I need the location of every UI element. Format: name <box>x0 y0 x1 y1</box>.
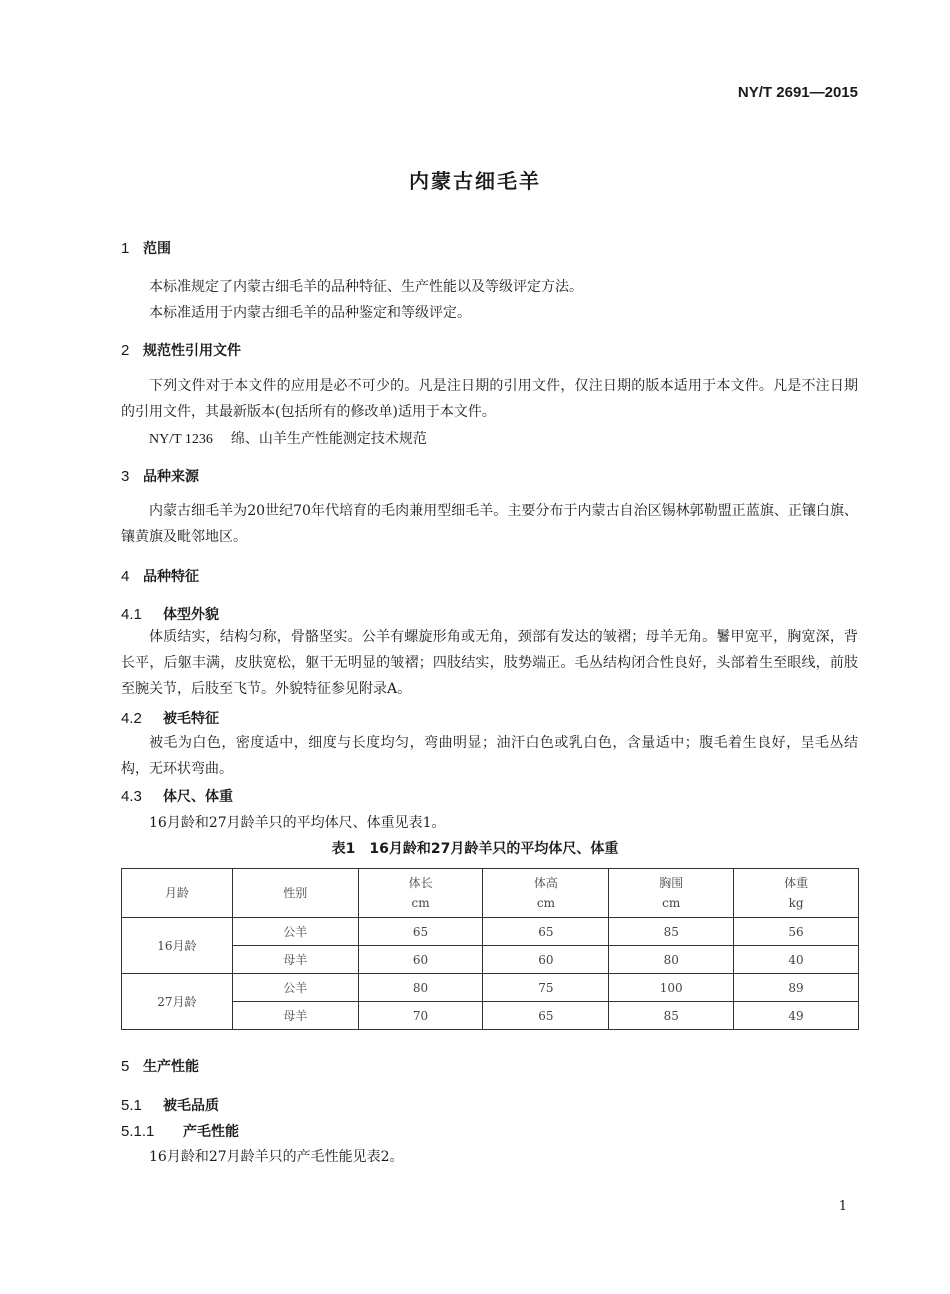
length-cell: 80 <box>358 974 483 1002</box>
table-row <box>122 974 859 1002</box>
header-sex: 性别 <box>232 869 358 918</box>
section-5-1-1-paragraph: 16月龄和27月龄羊只的产毛性能见表2。 <box>149 1149 404 1165</box>
section-4-2-paragraph: 被毛为白色，密度适中，细度与长度均匀，弯曲明显；油汗白色或乳白色，含量适中；腹毛着生良好，呈毛丛结构，无环状弯曲。 <box>121 735 858 777</box>
header-length <box>358 869 483 918</box>
section-3-paragraph: 内蒙古细毛羊为20世纪70年代培育的毛肉兼用型细毛羊。主要分布于内蒙古自治区锡林郭勒盟正蓝旗、正镶白旗、镶黄旗及毗邻地区。 <box>121 503 858 545</box>
section-1-paragraph-2: 本标准适用于内蒙古细毛羊的品种鉴定和等级评定。 <box>149 305 471 321</box>
section-number: 4 <box>121 568 130 585</box>
table-caption-text: 16月龄和27月龄羊只的平均体尺、体重 <box>369 841 619 857</box>
table-1 <box>121 868 859 1030</box>
document-title: 内蒙古细毛羊 <box>409 169 541 193</box>
header-girth <box>609 869 734 918</box>
sex-cell: 公羊 <box>232 974 358 1002</box>
table-row <box>122 918 859 946</box>
section-title: 生产性能 <box>143 1059 199 1075</box>
section-4-1-heading <box>121 604 219 624</box>
sex-cell: 公羊 <box>232 918 358 946</box>
header-label: 胸围 <box>659 876 684 890</box>
header-age: 月龄 <box>122 869 233 918</box>
height-cell: 65 <box>483 918 609 946</box>
section-title: 品种特征 <box>143 569 199 585</box>
weight-cell: 89 <box>734 974 859 1002</box>
section-4-1-paragraph: 体质结实，结构匀称，骨骼坚实。公羊有螺旋形角或无角，颈部有发达的皱褶；母羊无角。鬐甲宽平，胸宽深，背长平，后躯丰满，皮肤宽松，躯干无明显的皱褶；四肢结实，肢势端正。毛丛结构闭合性良好，头部着生至眼线，前肢至腕关节，后肢至飞节。外貌特征参见附录A。 <box>121 629 858 697</box>
section-2-paragraph: 下列文件对于本文件的应用是必不可少的。凡是注日期的引用文件，仅注日期的版本适用于本文件。凡是不注日期的引用文件，其最新版本(包括所有的修改单)适用于本文件。 <box>121 378 858 420</box>
header-unit: cm <box>411 896 430 910</box>
section-number: 4.2 <box>121 710 142 727</box>
header-unit: kg <box>788 896 804 910</box>
section-number: 5.1.1 <box>121 1123 155 1140</box>
girth-cell: 100 <box>609 974 734 1002</box>
section-title: 范围 <box>143 241 171 257</box>
header-label: 体高 <box>533 876 558 890</box>
section-title: 被毛品质 <box>163 1098 219 1114</box>
section-number: 1 <box>121 240 130 257</box>
sex-cell: 母羊 <box>232 1002 358 1030</box>
header-label: 体重 <box>784 876 809 890</box>
header-unit: cm <box>536 896 555 910</box>
section-title: 体型外貌 <box>163 607 219 623</box>
age-cell: 27月龄 <box>122 974 233 1030</box>
section-4-3-heading <box>121 786 233 806</box>
section-5-1-1-heading <box>121 1121 239 1141</box>
height-cell: 75 <box>483 974 609 1002</box>
header-unit: cm <box>662 896 681 910</box>
section-number: 4.1 <box>121 606 142 623</box>
reference-code: NY/T 1236 <box>149 432 213 447</box>
table-label: 表1 <box>331 841 356 857</box>
section-title: 规范性引用文件 <box>143 343 241 359</box>
weight-cell: 40 <box>734 946 859 974</box>
section-1-heading <box>121 238 171 258</box>
age-cell: 16月龄 <box>122 918 233 974</box>
normative-reference <box>149 428 427 448</box>
section-5-1-heading <box>121 1095 219 1115</box>
section-title: 品种来源 <box>143 469 199 485</box>
weight-cell: 49 <box>734 1002 859 1030</box>
length-cell: 70 <box>358 1002 483 1030</box>
girth-cell: 85 <box>609 1002 734 1030</box>
section-4-2-heading <box>121 708 219 728</box>
header-weight <box>734 869 859 918</box>
section-title: 被毛特征 <box>163 711 219 727</box>
header-height <box>483 869 609 918</box>
section-number: 5.1 <box>121 1097 142 1114</box>
length-cell: 60 <box>358 946 483 974</box>
section-5-heading <box>121 1056 199 1076</box>
table-header-row <box>122 869 859 918</box>
section-1-paragraph-1: 本标准规定了内蒙古细毛羊的品种特征、生产性能以及等级评定方法。 <box>149 279 583 295</box>
table-1-caption <box>0 838 950 858</box>
section-4-3-paragraph: 16月龄和27月龄羊只的平均体尺、体重见表1。 <box>149 815 446 831</box>
standard-code: NY/T 2691—2015 <box>737 84 858 101</box>
page-number: 1 <box>838 1199 847 1214</box>
height-cell: 65 <box>483 1002 609 1030</box>
girth-cell: 85 <box>609 918 734 946</box>
height-cell: 60 <box>483 946 609 974</box>
section-number: 4.3 <box>121 788 142 805</box>
girth-cell: 80 <box>609 946 734 974</box>
section-3-heading <box>121 466 199 486</box>
table-row <box>122 946 859 974</box>
sex-cell: 母羊 <box>232 946 358 974</box>
section-number: 3 <box>121 468 130 485</box>
reference-title: 绵、山羊生产性能测定技术规范 <box>230 431 427 447</box>
section-number: 5 <box>121 1058 130 1075</box>
weight-cell: 56 <box>734 918 859 946</box>
section-title: 体尺、体重 <box>163 789 233 805</box>
table-row <box>122 1002 859 1030</box>
length-cell: 65 <box>358 918 483 946</box>
header-label: 体长 <box>408 876 433 890</box>
section-title: 产毛性能 <box>183 1124 239 1140</box>
section-4-heading <box>121 566 199 586</box>
section-2-heading <box>121 340 241 360</box>
section-number: 2 <box>121 342 130 359</box>
